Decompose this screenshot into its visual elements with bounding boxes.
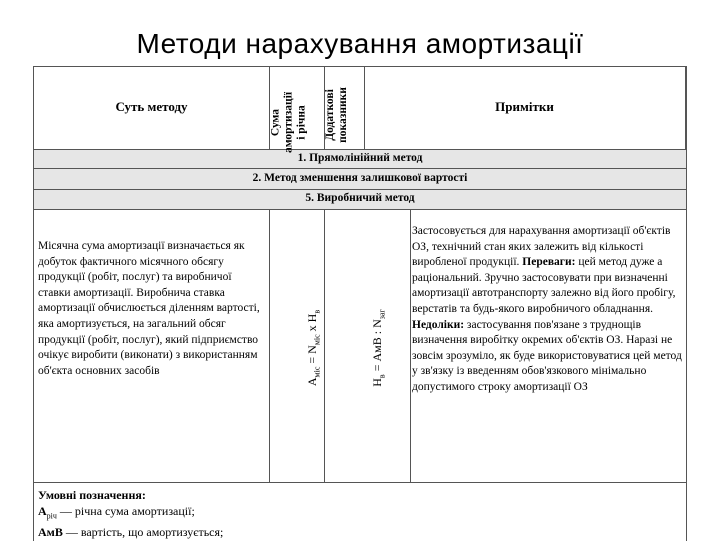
method-5-row: 5. Виробничий метод [305,192,415,204]
methods-table [33,66,687,541]
page-title: Методи нарахування амортизації [136,28,584,59]
m1-bottom-line [34,168,686,169]
notes-advantages-label: Переваги: [522,256,576,269]
formula-rate: $Н_в$ = АмВ : $N_{заг}$ [370,309,387,387]
legend-label: Умовні позначення: [38,488,146,502]
legend [38,487,338,540]
header-additional-line-1: Додаткові [324,89,336,141]
notes-disadvantages-text: застосування пов'язане з труднощів визначення виробітку окремих об'єктів ОЗ. Наразі не зовсім зрозуміло, як буде використовуватися цей метод у зв'язку із введенням обов'язкового мінімально допустимого строку амортизації ОЗ [412,318,682,393]
m5-bottom-line [34,209,686,210]
header-additional-line-2: показники [337,87,349,143]
header-essence: Суть методу [115,99,188,114]
method-2-row: 2. Метод зменшення залишкової вартості [252,172,468,184]
legend-line-1: $А_{річ}$ — річна сума амортизації; [38,504,195,521]
body-bottom-line [34,482,686,483]
header-notes: Примітки [495,99,554,114]
method-1-row: 1. Прямолінійний метод [297,152,423,164]
col-line-3-body [410,209,411,482]
legend-line-2: АмВ — вартість, що амортизується; [38,525,224,540]
notes-advantages-text: цей метод дуже а раціональний. Зручно застосовувати при визначенні амортизації автотранспорту залежно від його пробігу, верстатів та будь-якого виробничого обладнання. [412,256,676,315]
col-line-2-body [324,209,325,482]
notes-text [412,224,684,396]
col-line-1-body [269,209,270,482]
notes-disadvantages-label: Недоліки: [412,318,465,331]
notes-intro: Застосовується для нарахування амортизації об'єктів ОЗ, технічний стан яких залежить від кількості виробленої продукції. [412,225,671,269]
essence-text: Місячна сума амортизації визначається як добуток фактичного місячного обсягу продукції (робіт, послуг) та виробничої ставки амортизації. Виробнича ставка амортизації обчислюється діленням вартості, яка амортизується, на загальний обсяг продукції (робіт, послуг), який підприємство очікує виробити (виконати) з використанням об'єкта основних засобів [38,240,260,377]
header-amount-line-3: і річна [295,105,308,140]
header-additional [324,74,364,156]
col-line-4 [685,67,686,149]
formula-amount: $А_{міс} = N_{міс}$ х $Н_в$ [305,309,322,387]
header-amount-line-2: амортизації [282,91,295,154]
m2-bottom-line [34,189,686,190]
header-amount-line-1: Сума [269,108,282,137]
